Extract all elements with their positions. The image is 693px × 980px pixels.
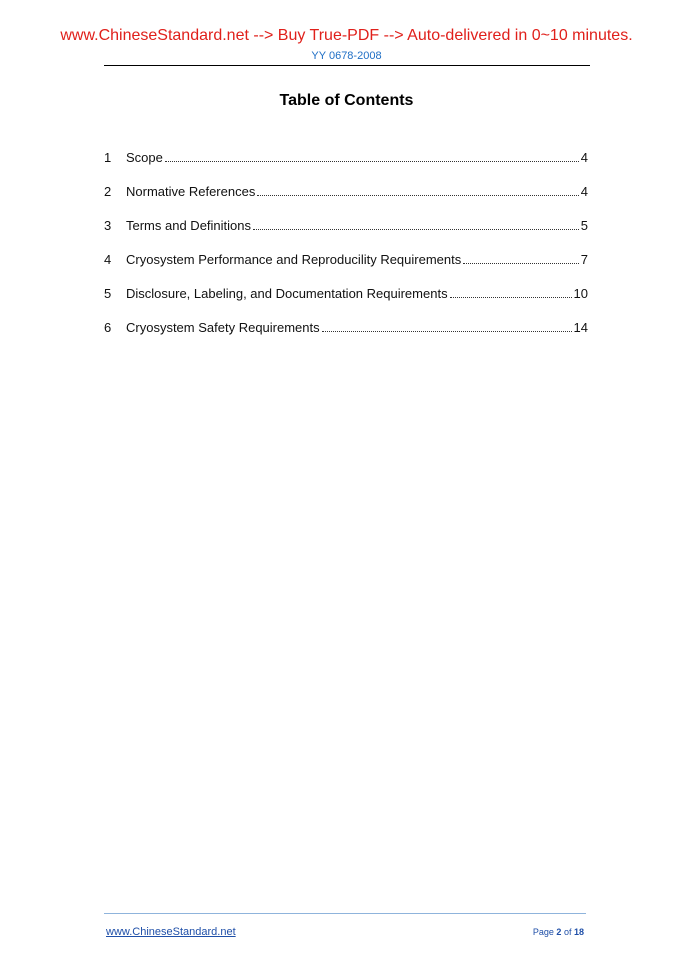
- toc-entry-page: 10: [573, 286, 588, 301]
- toc-entry[interactable]: [104, 184, 588, 218]
- toc-entry-number: 4: [104, 252, 112, 267]
- toc-entry-page: 14: [573, 320, 588, 335]
- toc-entry-page: 7: [580, 252, 588, 267]
- toc-entry[interactable]: [104, 286, 588, 320]
- toc-entry[interactable]: [104, 218, 588, 252]
- header-divider: [104, 65, 590, 66]
- toc-entry-number: 2: [104, 184, 112, 199]
- toc-dot-leader: [322, 331, 572, 332]
- toc-entry[interactable]: [104, 320, 588, 354]
- footer-site-link[interactable]: www.ChineseStandard.net: [106, 926, 236, 938]
- document-code: YY 0678-2008: [311, 50, 382, 62]
- toc-dot-leader: [165, 161, 579, 162]
- header-banner[interactable]: www.ChineseStandard.net --> Buy True-PDF --> Auto-delivered in 0~10 minutes.: [60, 27, 633, 44]
- toc-dot-leader: [253, 229, 579, 230]
- toc-dot-leader: [463, 263, 579, 264]
- toc-entry-text: Cryosystem Performance and Reproducility Requirements: [126, 252, 462, 267]
- toc-entry-text: Cryosystem Safety Requirements: [126, 320, 320, 335]
- page-current: 2: [556, 927, 562, 937]
- toc-dot-leader: [257, 195, 578, 196]
- toc-entry-text: Scope: [126, 150, 163, 165]
- toc-entry-number: 3: [104, 218, 112, 233]
- toc-entry-page: 4: [580, 184, 588, 199]
- page-prefix: Page: [532, 927, 554, 937]
- toc-entry-number: 6: [104, 320, 112, 335]
- toc-entry-number: 5: [104, 286, 112, 301]
- table-of-contents: [104, 150, 588, 354]
- toc-entry-number: 1: [104, 150, 112, 165]
- footer-page-indicator: [533, 927, 584, 937]
- toc-entry-text: Disclosure, Labeling, and Documentation Requirements: [126, 286, 448, 301]
- toc-entry-page: 4: [580, 150, 588, 165]
- page-of: of: [563, 927, 572, 937]
- toc-entry-text: Terms and Definitions: [126, 218, 251, 233]
- toc-entry-text: Normative References: [126, 184, 256, 199]
- toc-entry[interactable]: [104, 252, 588, 286]
- footer-divider: [104, 913, 586, 914]
- page-total: 18: [573, 927, 584, 937]
- toc-entry[interactable]: [104, 150, 588, 184]
- toc-entry-page: 5: [580, 218, 588, 233]
- toc-title: Table of Contents: [279, 92, 414, 109]
- toc-dot-leader: [450, 297, 572, 298]
